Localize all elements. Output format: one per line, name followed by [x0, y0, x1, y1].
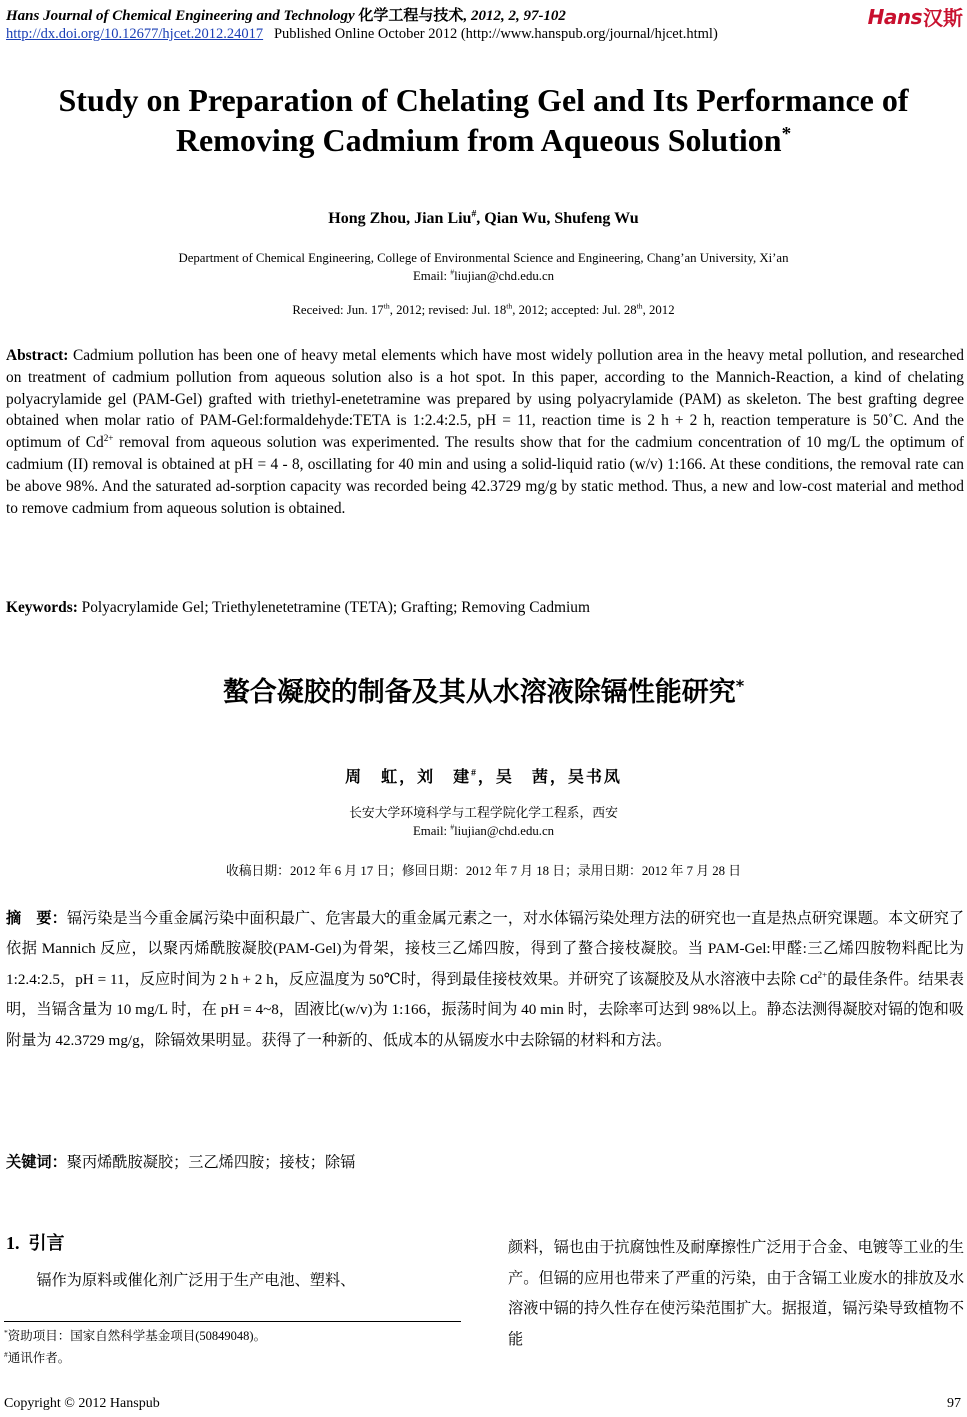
journal-name: Hans Journal of Chemical Engineering and Technology: [6, 8, 355, 24]
published-info: Published Online October 2012 (http://www.hanspub.org/journal/hjcet.html): [273, 26, 718, 42]
keywords-cn-text: 聚丙烯酰胺凝胶；三乙烯四胺；接枝；除镉: [66, 1154, 356, 1171]
copyright: Copyright © 2012 Hanspub: [4, 1396, 160, 1411]
keywords-en: [6, 599, 964, 617]
email-cn-mark: #: [450, 822, 455, 832]
email-cn-address[interactable]: liujian@chd.edu.cn: [454, 824, 555, 838]
email-mark: #: [450, 267, 455, 277]
abstract-cn-text-2: 的最佳条件。结果表明，当镉含量为 10 mg/L 时，在 pH = 4~8，固液比(w/v)为 1:166，振荡时间为 40 min 时，去除率可达到 98%以上。静态法测得凝胶对镉的饱和吸附量为 42.3729 mg/g，除镉效果明显。获得了一种新的、低成本的从镉废水中去除镉的材料和方法。: [6, 970, 964, 1049]
keywords-cn: [6, 1151, 964, 1172]
footnote-1-text: 资助项目：国家自然科学基金项目(50849048)。: [7, 1329, 267, 1343]
body-left-column: 镉作为原料或催化剂广泛用于生产电池、塑料、: [36, 1272, 356, 1289]
authors-text-2: , Qian Wu, Shufeng Wu: [476, 210, 639, 227]
logo-text-en: Hans: [867, 4, 922, 29]
journal-name-cn: 化学工程与技术: [358, 8, 464, 24]
page-number: 97: [947, 1396, 961, 1411]
received-text-4: , 2012: [642, 303, 675, 317]
footnote-funding: [4, 1326, 266, 1344]
authors: [0, 210, 967, 228]
doi-line: [6, 26, 718, 43]
received-dates: [0, 303, 967, 318]
email-address[interactable]: liujian@chd.edu.cn: [454, 269, 555, 283]
title-cn-text: 螯合凝胶的制备及其从水溶液除镉性能研究: [222, 677, 736, 708]
paper-title-cn: [0, 670, 967, 709]
section-title: 引言: [28, 1233, 65, 1253]
abstract-cn-text-1: 镉污染是当今重金属污染中面积最广、危害最大的重金属元素之一，对水体镉污染处理方法的研究也一直是热点研究课题。本文研究了依据 Mannich 反应，以聚丙烯酰胺凝胶(PAM-Gel)为骨架，接枝三乙烯四胺，得到了螯合接枝凝胶。当 PAM-Gel:甲醛:三乙烯四胺物料配比为 1:2.4:2.5，pH = 11，反应时间为 2 h + 2 h，反应温度为 50℃时，得到最佳接枝效果。并研究了该凝胶及从水溶液中去除 Cd: [6, 910, 965, 988]
received-text-3: , 2012; accepted: Jul. 28: [512, 303, 637, 317]
received-text-2: , 2012; revised: Jul. 18: [389, 303, 507, 317]
email-label: Email:: [412, 269, 451, 283]
section-number: 1.: [6, 1233, 20, 1253]
abstract-cn-label: 摘 要：: [6, 910, 67, 927]
keywords-text: Polyacrylamide Gel; Triethylenetetramine (TETA); Grafting; Removing Cadmium: [77, 599, 590, 616]
authors-cn: [0, 764, 967, 787]
abstract-cn: [6, 904, 964, 1056]
received-dates-cn: 收稿日期：2012 年 6 月 17 日；修回日期：2012 年 7 月 18 日；录用日期：2012 年 7 月 28 日: [225, 864, 742, 878]
title-cn-mark: *: [735, 676, 745, 695]
keywords-label: Keywords:: [6, 599, 78, 616]
footnote-1-mark: *: [4, 1327, 8, 1337]
affiliation: Department of Chemical Engineering, College of Environmental Science and Engineering, Chang’an University, Xi’an: [178, 251, 789, 265]
affiliation-cn-block: [0, 804, 967, 840]
cd-cn-superscript: 2+: [817, 969, 828, 980]
footnote-corresponding: [4, 1348, 70, 1366]
email-cn-label: Email:: [412, 824, 451, 838]
journal-header: [6, 4, 566, 25]
logo-text-cn: 汉斯: [923, 6, 963, 30]
footnote-2-mark: #: [4, 1349, 8, 1359]
footnote-divider: [4, 1321, 461, 1322]
email-cn-line: [0, 822, 967, 840]
paper-title: [0, 80, 967, 160]
doi-link[interactable]: http://dx.doi.org/10.12677/hjcet.2012.24017: [6, 26, 264, 42]
journal-citation: , 2012, 2, 97-102: [463, 8, 566, 24]
th-sup-3: th: [636, 301, 643, 311]
received-text-1: Received: Jun. 17: [292, 303, 384, 317]
abstract-text-1: Cadmium pollution has been one of heavy metal elements which have most widely pollution area in the heavy metal pollution, and researched on treatment of cadmium pollution from aqueous solution also is a hot spot. In this paper, according to the Mannich-Reaction, a kind of chelating polyacrylamide gel (PAM-Gel) grafted with triethyl-enetetramine was prepared by using polyacrylamide (PAM) as skeleton. The best grafting degree obtained when molar ratio of PAM-Gel:formaldehyde:TETA is 1:2.4:2.5, pH = 11, reaction time is 2 h + 2 h, reaction temperature is 50˚C. And the optimum of Cd: [6, 347, 964, 452]
body-right-column: 颜料，镉也由于抗腐蚀性及耐摩擦性广泛用于合金、电镀等工业的生产。但镉的应用也带来了严重的污染，由于含镉工业废水的排放及水溶液中镉的持久性存在使污染范围扩大。据报道，镉污染导致植物不能: [508, 1239, 964, 1348]
abstract-en: [6, 345, 964, 519]
cd-superscript: 2+: [103, 433, 114, 444]
authors-cn-1: 周 虹，刘 建: [345, 769, 472, 786]
th-sup-1: th: [383, 301, 390, 311]
section-heading: [6, 1229, 65, 1255]
th-sup-2: th: [506, 301, 513, 311]
affiliation-block: [0, 249, 967, 285]
footnote-2-text: 通讯作者。: [7, 1351, 71, 1365]
abstract-text-2: removal from aqueous solution was experimented. The results show that for the cadmium concentration of 10 mg/L the optimum of cadmium (II) removal is obtained at pH = 4 - 8, oscillating for 40 min and using a solid-liquid ratio (w/v) 1:166. At these conditions, the removal rate can be above 98%. And the saturated ad-sorption capacity was recorded being 42.3729 mg/g by static method. Thus, a new and low-cost material and method to remove cadmium from aqueous solution is obtained.: [6, 434, 964, 517]
hans-logo: [868, 2, 963, 31]
title-line-1: Study on Preparation of Chelating Gel and Its Performance of: [58, 82, 909, 118]
title-line-2: Removing Cadmium from Aqueous Solution: [175, 122, 782, 158]
authors-text-1: Hong Zhou, Jian Liu: [328, 210, 472, 227]
title-footnote-mark: *: [781, 123, 792, 145]
abstract-label: Abstract:: [6, 347, 69, 364]
email-line: [0, 267, 967, 285]
corresponding-mark: #: [471, 208, 477, 220]
keywords-cn-label: 关键词：: [6, 1154, 67, 1171]
authors-cn-mark: #: [471, 767, 478, 779]
affiliation-cn: 长安大学环境科学与工程学院化学工程系，西安: [349, 806, 618, 820]
authors-cn-2: ，吴 茜，吴书凤: [477, 769, 622, 786]
